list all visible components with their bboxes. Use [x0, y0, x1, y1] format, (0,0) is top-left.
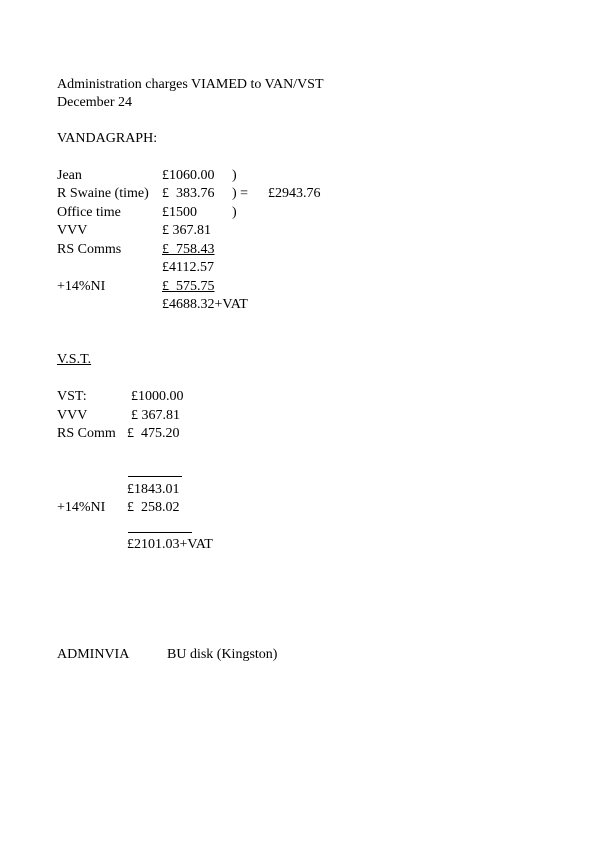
- vst-label-vvv: VVV: [57, 408, 88, 423]
- vandagraph-subtotal: £4112.57: [162, 260, 214, 275]
- vandagraph-bracket-office-time: ): [232, 205, 237, 220]
- vandagraph-total: £4688.32+VAT: [162, 297, 248, 312]
- vandagraph-bracket-rswaine: ) =: [232, 186, 249, 201]
- document-title: Administration charges VIAMED to VAN/VST: [57, 77, 324, 92]
- vst-label-rs-comm: RS Comm: [57, 426, 116, 441]
- vst-amount-vvv: £ 367.81: [131, 408, 180, 423]
- vandagraph-amount-vvv: £ 367.81: [162, 223, 211, 238]
- vandagraph-amount-rswaine: £ 383.76: [162, 186, 215, 201]
- footer-note: BU disk (Kingston): [167, 647, 278, 662]
- document-date: December 24: [57, 95, 133, 110]
- vandagraph-label-vvv: VVV: [57, 223, 88, 238]
- vst-heading: V.S.T.: [57, 352, 92, 367]
- vst-subtotal: £1843.01: [127, 482, 180, 497]
- vandagraph-heading: VANDAGRAPH:: [57, 131, 158, 146]
- vst-total: £2101.03+VAT: [127, 537, 213, 552]
- vandagraph-ni-amount: £ 575.75: [162, 279, 215, 294]
- footer-code: ADMINVIA: [57, 647, 130, 662]
- vst-amount-rs-comm: £ 475.20: [127, 426, 180, 441]
- vst-ni-label: +14%NI: [57, 500, 106, 515]
- vst-subtotal-rule: [128, 476, 182, 477]
- vst-label-vst: VST:: [57, 389, 87, 404]
- vst-ni-amount: £ 258.02: [127, 500, 180, 515]
- vst-total-rule: [128, 532, 192, 533]
- vandagraph-group-total: £2943.76: [268, 186, 321, 201]
- vandagraph-amount-rs-comms: £ 758.43: [162, 242, 215, 257]
- vandagraph-label-rs-comms: RS Comms: [57, 242, 122, 257]
- vandagraph-bracket-jean: ): [232, 168, 237, 183]
- vandagraph-label-jean: Jean: [57, 168, 82, 183]
- vandagraph-amount-jean: £1060.00: [162, 168, 215, 183]
- vandagraph-amount-office-time: £1500: [162, 205, 197, 220]
- vandagraph-label-rswaine: R Swaine (time): [57, 186, 149, 201]
- vandagraph-ni-label: +14%NI: [57, 279, 106, 294]
- vandagraph-label-office-time: Office time: [57, 205, 121, 220]
- vst-amount-vst: £1000.00: [131, 389, 184, 404]
